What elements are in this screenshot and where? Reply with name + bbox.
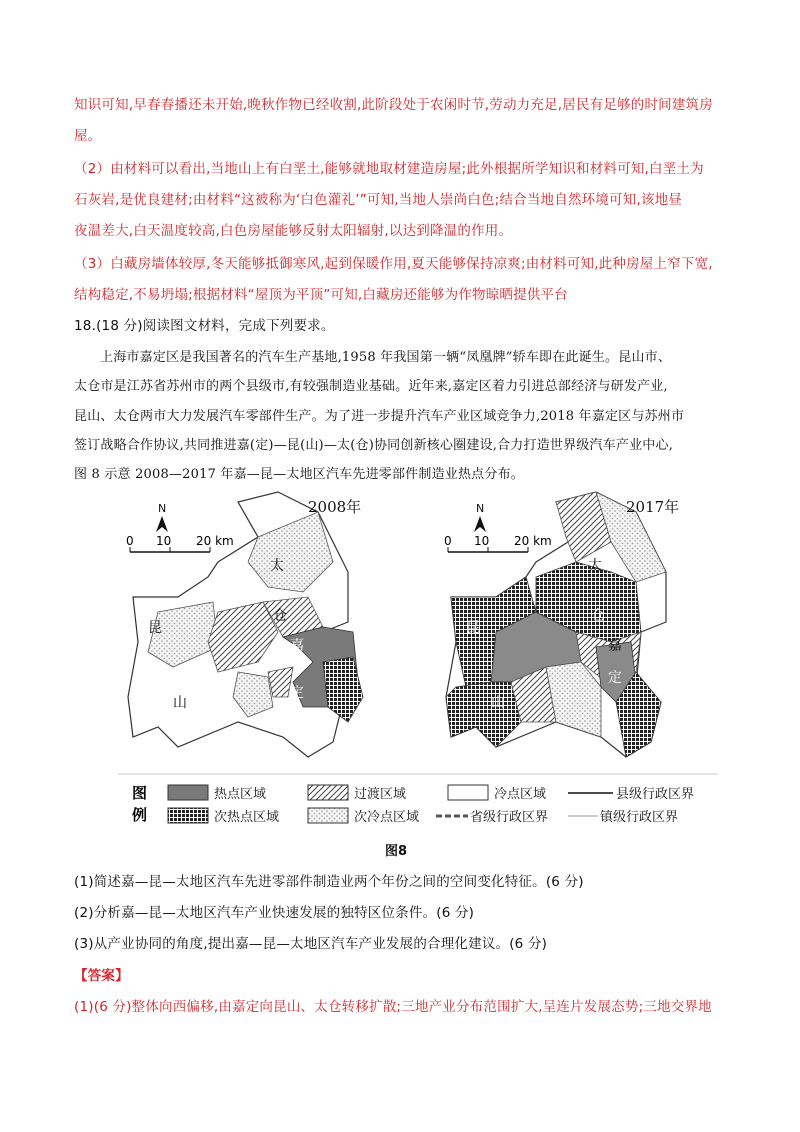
legend-swatch-sub-cold [308,808,348,823]
legend-swatch-transition [308,785,348,800]
north-arrow-icon [156,516,168,532]
legend [118,774,718,825]
answer-label: 【答案】 [74,968,129,984]
map-2008 [126,492,363,757]
answer-line: 结构稳定,不易坍塌;根据材料“屋顶为平顶”可知,白藏房还能够为作物晾晒提供平台 [74,287,568,303]
scale-tick: 20 km [514,534,552,548]
legend-label: 次冷点区域 [354,810,420,825]
map-label-tai: 太 [270,558,284,574]
answer-line: 知识可知,早春春播还未开始,晚秋作物已经收割,此阶段处于农闲时节,劳动力充足,居民有足够的时间建筑房 [74,97,713,113]
question-heading: 18.(18 分)阅读图文材料，完成下列要求。 [74,318,335,334]
material-paragraph: 图 8 示意 2008—2017 年嘉—昆—太地区汽车先进零部件制造业热点分布。 [74,467,524,482]
north-label: N [476,502,485,515]
map-label-cang: 仓 [273,608,287,624]
north-arrow-icon [474,516,486,532]
map-label-cang: 仓 [591,608,605,624]
map-label-ding: 定 [290,685,304,701]
legend-swatch-sub-hot [168,808,208,823]
answer-line: 夜温差大,白天温度较高,白色房屋能够反射太阳辐射,以达到降温的作用。 [74,223,513,239]
sub-question: (2)分析嘉—昆—太地区汽车产业快速发展的独特区位条件。(6 分) [74,905,475,921]
material-paragraph: 太仓市是江苏省苏州市的两个县级市,有较强制造业基础。近年来,嘉定区着力引进总部经济与研发产业, [74,379,668,394]
map-label-ding: 定 [608,670,622,686]
legend-swatch-cold [448,785,488,800]
scale-tick: 10 [156,534,172,548]
answer-line: 石灰岩,是优良建材;由材料“这被称为‘白色灌礼’”可知,当地人崇尚白色;结合当地自然环境可知,该地昼 [74,192,683,208]
legend-label: 冷点区域 [494,787,547,802]
legend-swatch-hot [168,785,208,800]
legend-label: 过渡区域 [354,787,407,802]
answer-line: (1)(6 分)整体向西偏移,由嘉定向昆山、太仓转移扩散;三地产业分布范围扩大,呈连片发展态势;三地交界地 [74,999,712,1015]
legend-label: 次热点区域 [214,810,280,825]
material-paragraph: 昆山、太仓两市大力发展汽车零部件生产。为了进一步提升汽车产业区域竞争力,2018 年嘉定区与苏州市 [74,409,685,424]
map-label-jia: 嘉 [290,638,304,654]
scale-tick: 20 km [196,534,234,548]
map-year: 2008年 [308,498,362,516]
map-label-kun: 昆 [466,620,480,636]
material-paragraph: 签订战略合作协议,共同推进嘉(定)—昆(山)—太(仓)协同创新核心圈建设,合力打造世界级汽车产业中心, [74,438,674,453]
map-label-shan: 山 [173,695,187,711]
legend-label: 镇级行政区界 [600,810,679,825]
scale-tick: 0 [126,534,134,548]
figure-8 [118,482,718,827]
sub-question: (3)从产业协同的角度,提出嘉—昆—太地区汽车产业发展的合理化建议。(6 分) [74,936,548,952]
figure-caption: 图8 [385,844,408,859]
north-label: N [158,502,167,515]
scale-tick: 0 [444,534,452,548]
legend-label: 热点区域 [214,787,267,802]
answer-line: 屋。 [74,128,102,144]
map-label-kun: 昆 [148,620,162,636]
material-paragraph: 上海市嘉定区是我国著名的汽车生产基地,1958 年我国第一辆“凤凰牌”轿车即在此诞生。昆山市、 [100,350,672,365]
map-year: 2017年 [626,498,680,516]
map-label-shan: 山 [491,695,505,711]
legend-label: 省级行政区界 [470,810,549,825]
answer-line: （3）白藏房墙体较厚,冬天能够抵御寒风,起到保暖作用,夏天能够保持凉爽;由材料可知,此种房屋上窄下宽, [74,256,713,272]
legend-title: 图 [132,784,148,802]
map-2017 [444,492,679,757]
legend-label: 县级行政区界 [616,787,695,802]
answer-line: （2）由材料可以看出,当地山上有白垩土,能够就地取材建造房屋;此外根据所学知识和材料可知,白垩土为 [74,161,704,177]
legend-title: 例 [132,806,148,824]
map-label-tai: 太 [588,558,602,574]
map-label-jia: 嘉 [608,638,622,654]
sub-question: (1)简述嘉—昆—太地区汽车先进零部件制造业两个年份之间的空间变化特征。(6 分) [74,874,584,890]
scale-tick: 10 [474,534,490,548]
